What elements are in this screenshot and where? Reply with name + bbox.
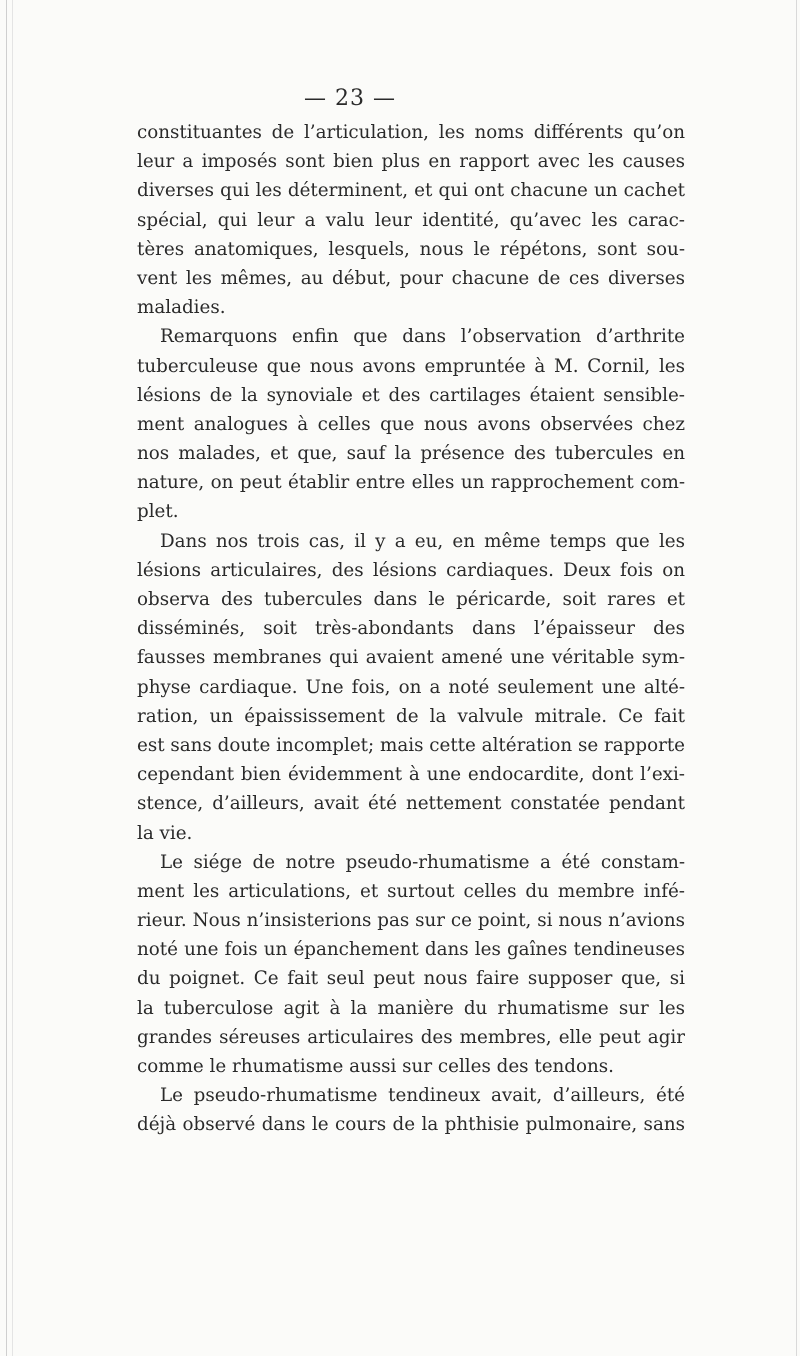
text-line: ment analogues à celles que nous avons observées chez — [137, 413, 685, 435]
text-line: déjà observé dans le cours de la phthisie pulmonaire, sans — [137, 1114, 685, 1136]
text-line: physe cardiaque. Une fois, on a noté seulement une alté- — [137, 676, 685, 698]
text-line: comme le rhumatisme aussi sur celles des tendons. — [137, 1056, 614, 1077]
text-line: lésions de la synoviale et des cartilages étaient sensible- — [137, 384, 685, 406]
text-line: tères anatomiques, lesquels, nous le répétons, sont sou- — [137, 238, 685, 260]
text-line: est sans doute incomplet; mais cette altération se rapporte — [137, 734, 685, 756]
text-line: ment les articulations, et surtout celles du membre infé- — [137, 880, 685, 902]
text-line: fausses membranes qui avaient amené une véritable sym- — [137, 647, 685, 669]
page-edge-right — [796, 0, 797, 1356]
text-line: rieur. Nous n’insisterions pas sur ce point, si nous n’avions — [137, 910, 685, 932]
text-line: vent les mêmes, au début, pour chacune de ces diverses — [137, 267, 685, 289]
body-text — [137, 118, 685, 1140]
text-line: leur a imposés sont bien plus en rapport avec les causes — [137, 151, 685, 173]
text-line: observa des tubercules dans le péricarde, soit rares et — [137, 589, 685, 610]
text-line: lésions articulaires, des lésions cardiaques. Deux fois on — [137, 559, 685, 581]
text-line: cependant bien évidemment à une endocardite, dont l’exi- — [137, 764, 685, 786]
page-number: — 23 — — [304, 86, 396, 111]
text-line: tuberculeuse que nous avons empruntée à M. Cornil, les — [137, 355, 685, 377]
text-line: maladies. — [137, 297, 226, 319]
text-line: Remarquons enfin que dans l’observation d’arthrite — [160, 326, 685, 348]
text-line: du poignet. Ce fait seul peut nous faire supposer que, si — [137, 968, 685, 990]
text-line: grandes séreuses articulaires des membres, elle peut agir — [137, 1026, 685, 1048]
text-line: noté une fois un épanchement dans les gaînes tendineuses — [137, 939, 685, 961]
text-line: plet. — [137, 501, 179, 523]
page-edge-left — [6, 0, 7, 1356]
text-line: spécial, qui leur a valu leur identité, qu’avec les carac- — [137, 209, 685, 231]
text-line: la vie. — [137, 822, 193, 844]
page-edge-left-inner — [12, 0, 13, 1356]
text-line: Le siége de notre pseudo-rhumatisme a été constam- — [160, 851, 685, 873]
text-line: constituantes de l’articulation, les noms différents qu’on — [137, 122, 685, 143]
text-line: ration, un épaississement de la valvule mitrale. Ce fait — [137, 705, 685, 727]
text-line: nos malades, et que, sauf la présence des tubercules en — [137, 443, 685, 465]
text-line: diverses qui les déterminent, et qui ont chacune un cachet — [137, 180, 685, 202]
text-line: stence, d’ailleurs, avait été nettement constatée pendant — [137, 793, 685, 815]
text-line: Dans nos trois cas, il y a eu, en même temps que les — [160, 530, 685, 552]
text-line: disséminés, soit très-abondants dans l’épaisseur des — [137, 618, 685, 640]
text-line: nature, on peut établir entre elles un rapprochement com- — [137, 472, 685, 494]
text-line: la tuberculose agit à la manière du rhumatisme sur les — [137, 997, 685, 1019]
text-line: Le pseudo-rhumatisme tendineux avait, d’ailleurs, été — [160, 1085, 685, 1107]
